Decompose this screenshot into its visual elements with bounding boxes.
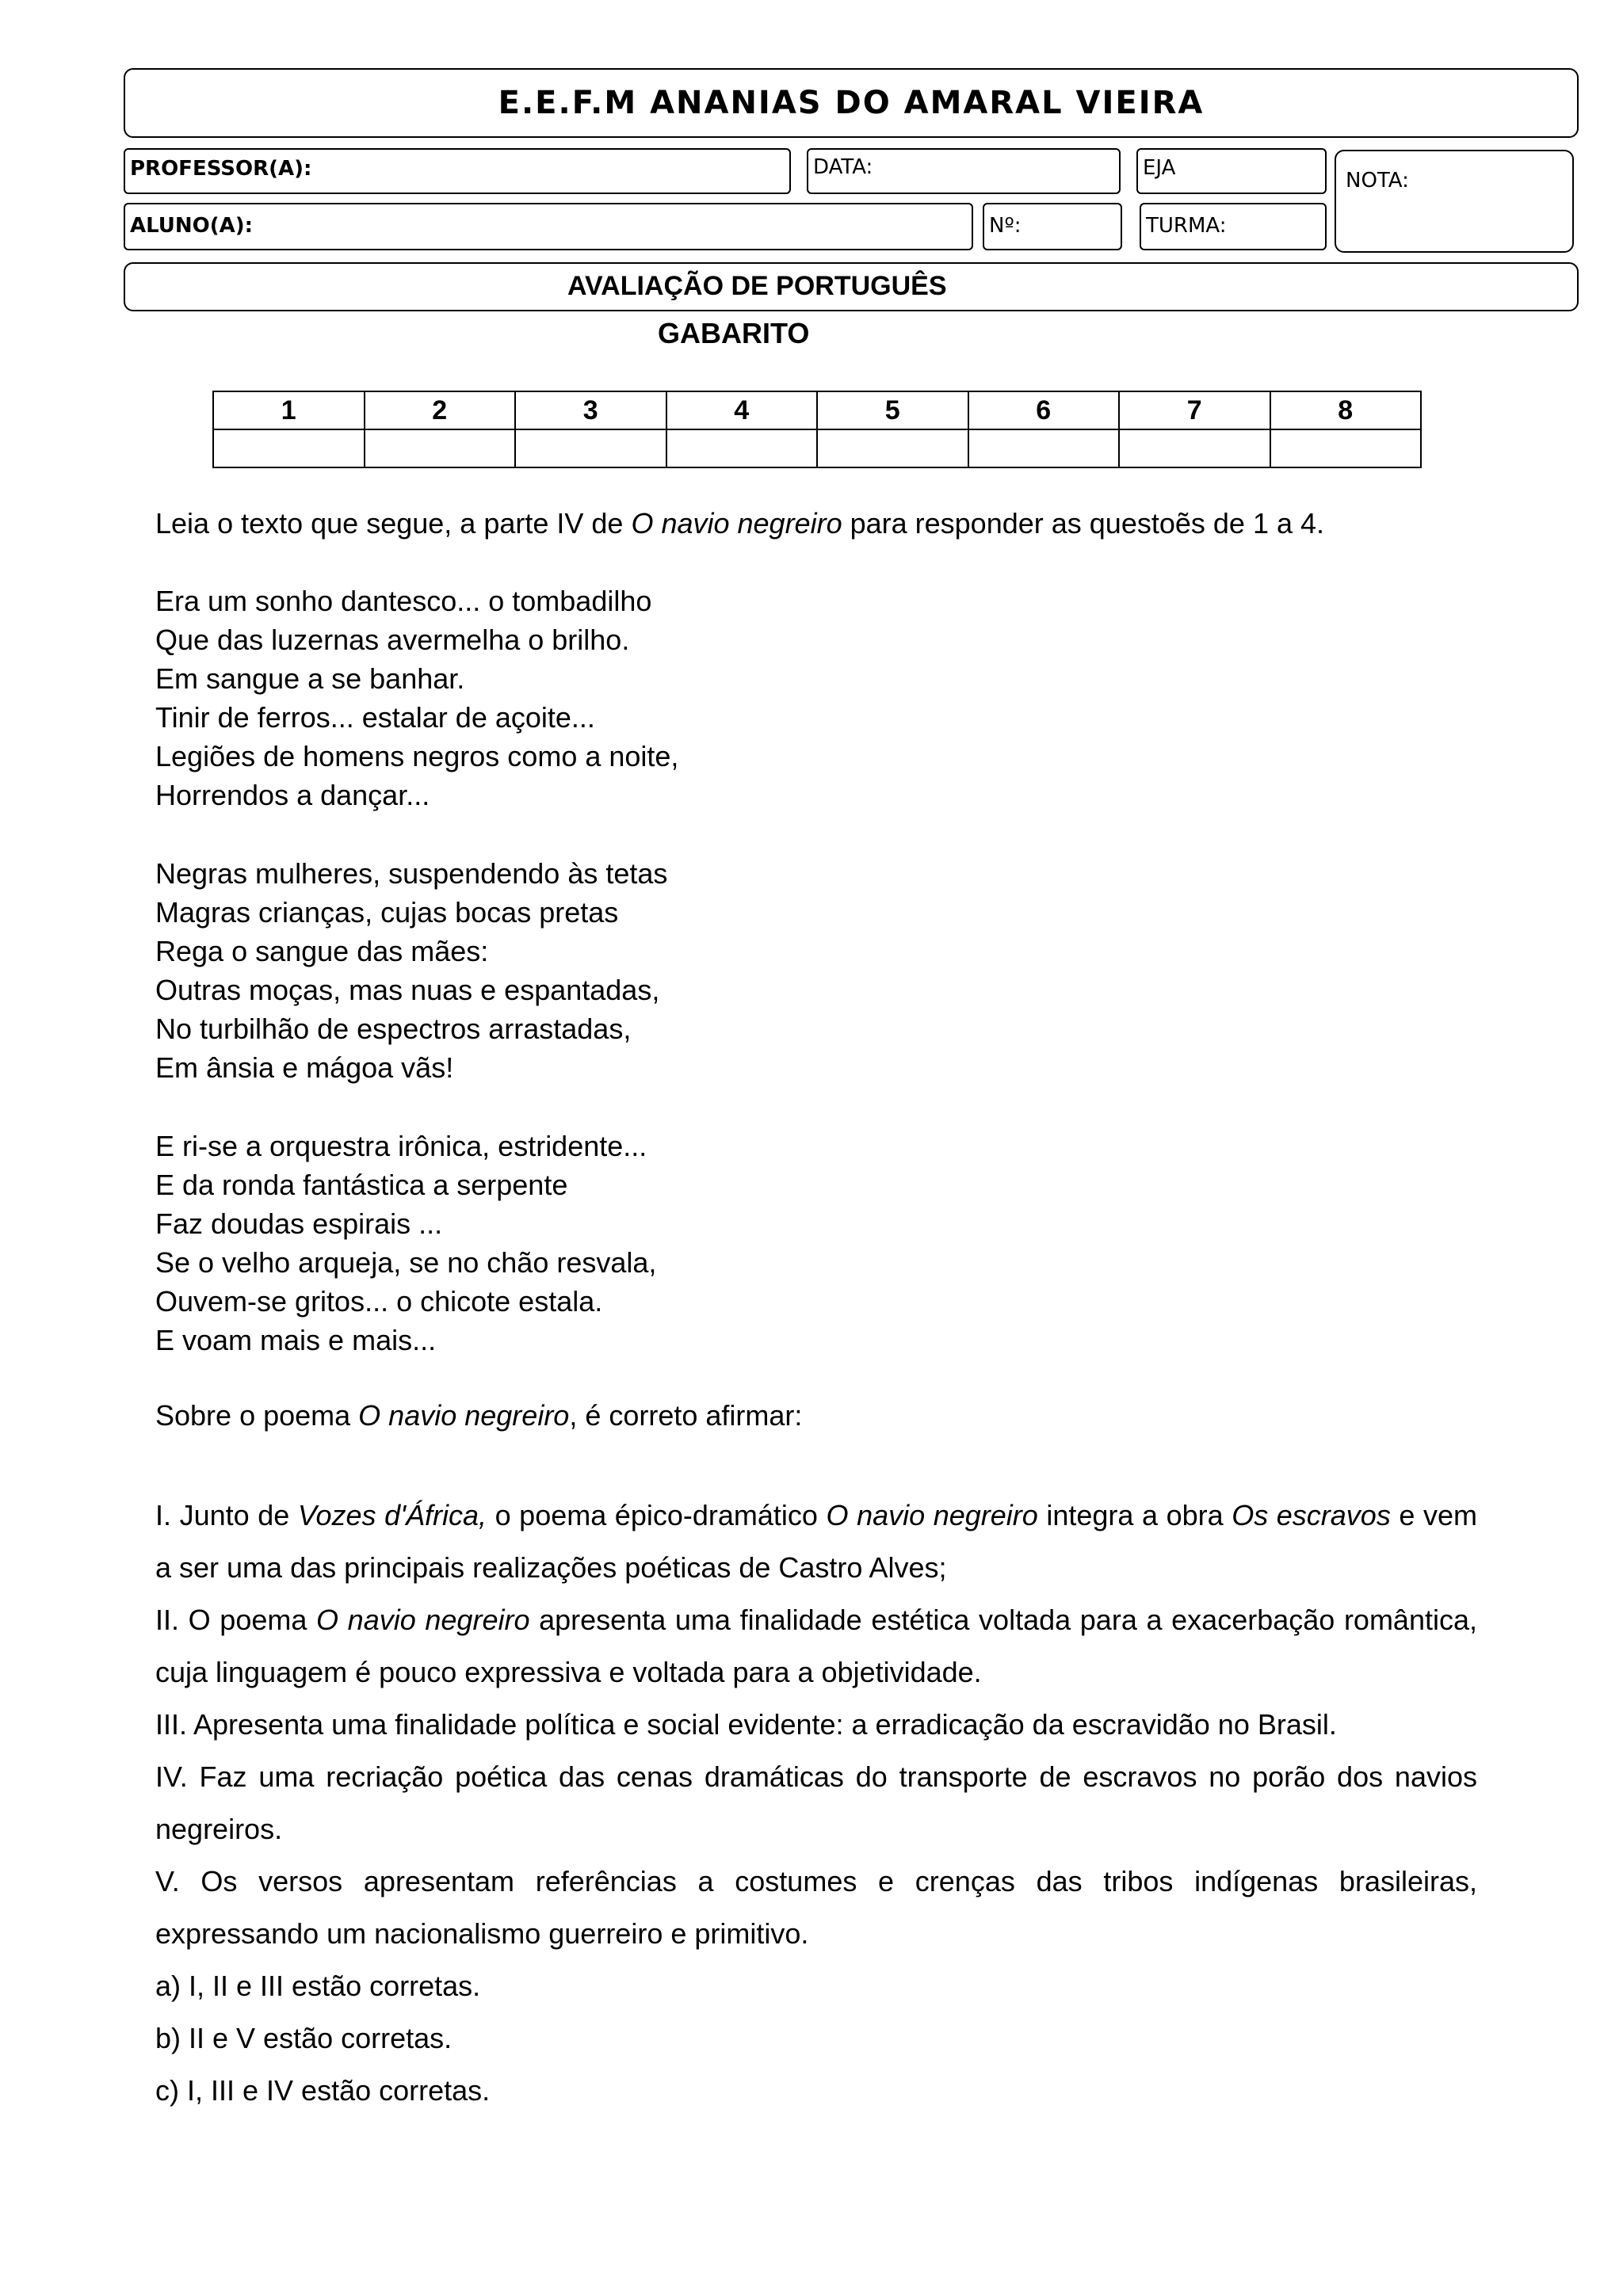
intro-title: O navio negreiro bbox=[631, 507, 842, 540]
evaluation-title: AVALIAÇÃO DE PORTUGUÊS bbox=[124, 262, 1579, 311]
poem-line: E ri-se a orquestra irônica, estridente... bbox=[155, 1130, 647, 1162]
stem-title: O navio negreiro bbox=[358, 1399, 570, 1432]
answer-cell[interactable] bbox=[1270, 429, 1422, 467]
answer-cell[interactable] bbox=[213, 429, 365, 467]
poem-line: Faz doudas espirais ... bbox=[155, 1207, 443, 1240]
statement-ii: II. O poema O navio negreiro apresenta uma finalidade estética voltada para a exacerbação romântica, cuja linguagem é pouco expressiva e voltada para a objetividade. bbox=[155, 1604, 1478, 1688]
poem-line: Em ânsia e mágoa vãs! bbox=[155, 1051, 454, 1084]
eja-field[interactable] bbox=[1136, 148, 1327, 194]
poem-line: Rega o sangue das mães: bbox=[155, 935, 489, 967]
stem-pre: Sobre o poema bbox=[155, 1399, 359, 1432]
answer-number: 3 bbox=[515, 391, 666, 429]
answer-cell[interactable] bbox=[365, 429, 516, 467]
poem-line: Se o velho arqueja, se no chão resvala, bbox=[155, 1246, 657, 1279]
school-title: E.E.F.M ANANIAS DO AMARAL VIEIRA bbox=[124, 68, 1579, 138]
poem-line: No turbilhão de espectros arrastadas, bbox=[155, 1013, 632, 1045]
professor-label: PROFESSOR(A): bbox=[130, 157, 312, 181]
option-a[interactable]: a) I, II e III estão corretas. bbox=[155, 1970, 481, 2002]
answer-number: 5 bbox=[817, 391, 968, 429]
statement-v: V. Os versos apresentam referências a costumes e crenças das tribos indígenas brasileiras, expressando um nacionalismo guerreiro e primitivo. bbox=[155, 1865, 1477, 1950]
poem-line: Outras moças, mas nuas e espantadas, bbox=[155, 974, 660, 1006]
answer-number: 8 bbox=[1270, 391, 1422, 429]
poem-line: Ouvem-se gritos... o chicote estala. bbox=[155, 1285, 603, 1318]
numero-field[interactable] bbox=[983, 203, 1122, 250]
answer-cell[interactable] bbox=[817, 429, 968, 467]
statements bbox=[155, 1489, 1477, 2117]
poem-line: E voam mais e mais... bbox=[155, 1324, 437, 1356]
aluno-label: ALUNO(A): bbox=[130, 214, 254, 238]
intro-post: para responder as questoẽs de 1 a 4. bbox=[842, 507, 1325, 540]
poem-stanza-3 bbox=[155, 1127, 1477, 1360]
nota-label: NOTA: bbox=[1346, 169, 1409, 193]
poem-line: Tinir de ferros... estalar de açoite... bbox=[155, 701, 595, 734]
nota-field[interactable] bbox=[1335, 150, 1574, 253]
data-field[interactable] bbox=[807, 148, 1121, 194]
answer-number: 7 bbox=[1119, 391, 1270, 429]
turma-field[interactable] bbox=[1140, 203, 1327, 250]
answer-grid-answers-row bbox=[213, 429, 1421, 467]
poem-line: Em sangue a se banhar. bbox=[155, 662, 465, 695]
option-c[interactable]: c) I, III e IV estão corretas. bbox=[155, 2074, 491, 2107]
poem-line: E da ronda fantástica a serpente bbox=[155, 1169, 568, 1201]
answer-grid-numbers-row bbox=[213, 391, 1421, 429]
answer-number: 4 bbox=[666, 391, 818, 429]
question-stem bbox=[155, 1396, 1477, 1435]
answer-cell[interactable] bbox=[968, 429, 1120, 467]
turma-label: TURMA: bbox=[1146, 214, 1227, 238]
answer-number: 1 bbox=[213, 391, 365, 429]
statement-iv: IV. Faz uma recriação poética das cenas dramáticas do transporte de escravos no porão dos navios negreiros. bbox=[155, 1760, 1477, 1845]
aluno-field[interactable] bbox=[124, 203, 973, 250]
poem-line: Horrendos a dançar... bbox=[155, 779, 430, 811]
statement-iii: III. Apresenta uma finalidade política e social evidente: a erradicação da escravidão no Brasil. bbox=[155, 1708, 1337, 1741]
poem-line: Magras crianças, cujas bocas pretas bbox=[155, 896, 619, 929]
intro-pre: Leia o texto que segue, a parte IV de bbox=[155, 507, 632, 540]
answer-cell[interactable] bbox=[666, 429, 818, 467]
answer-number: 6 bbox=[968, 391, 1120, 429]
numero-label: Nº: bbox=[989, 214, 1022, 238]
data-label: DATA: bbox=[813, 155, 873, 179]
stem-post: , é correto afirmar: bbox=[569, 1399, 803, 1432]
professor-field[interactable] bbox=[124, 148, 791, 194]
answer-cell[interactable] bbox=[1119, 429, 1270, 467]
statement-i: I. Junto de Vozes d'África, o poema épico-dramático O navio negreiro integra a obra Os escravos e vem a ser uma das principais realizações poéticas de Castro Alves; bbox=[155, 1499, 1477, 1584]
answer-grid bbox=[212, 391, 1422, 468]
poem-line: Negras mulheres, suspendendo às tetas bbox=[155, 857, 668, 890]
answer-cell[interactable] bbox=[515, 429, 666, 467]
poem-line: Era um sonho dantesco... o tombadilho bbox=[155, 585, 652, 617]
eja-label: EJA bbox=[1143, 156, 1176, 180]
answer-number: 2 bbox=[365, 391, 516, 429]
poem-line: Legiões de homens negros como a noite, bbox=[155, 740, 679, 772]
poem-line: Que das luzernas avermelha o brilho. bbox=[155, 624, 630, 656]
intro-text bbox=[155, 504, 1477, 543]
poem-stanza-2 bbox=[155, 854, 1477, 1087]
poem-stanza-1 bbox=[155, 582, 1477, 814]
gabarito-heading: GABARITO bbox=[658, 317, 810, 349]
option-b[interactable]: b) II e V estão corretas. bbox=[155, 2022, 453, 2054]
